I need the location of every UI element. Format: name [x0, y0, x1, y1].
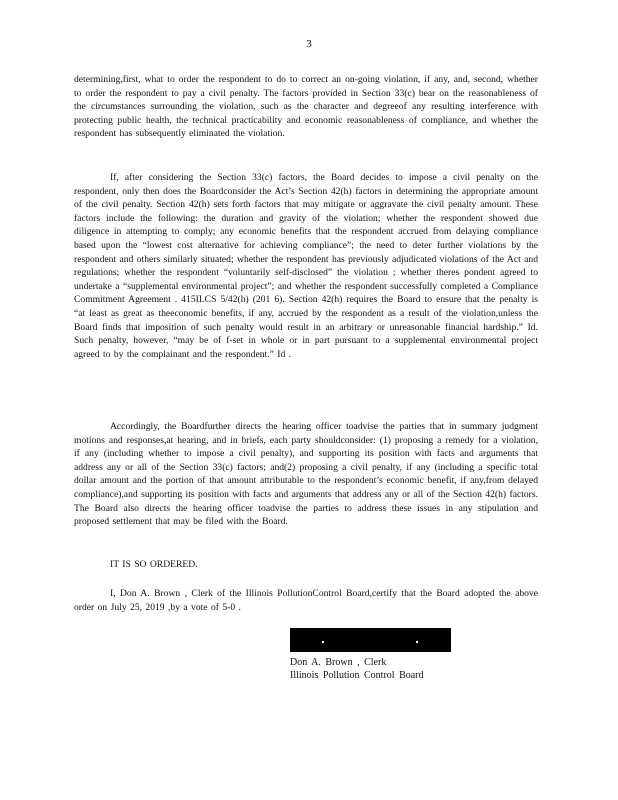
clerk-name: Don A. Brown , Clerk [290, 657, 387, 668]
signature-block [290, 628, 460, 682]
redaction-speck [322, 641, 324, 643]
paragraph-civil-penalty-factors: If, after considering the Section 33(c) factors, the Board decides to impose a civil penalty on the respondent, only then does the Boardconsider the Act’s Section 42(h) factors in determining the appropriate amount of the civil penalty. Section 42(h) sets forth factors that may mitigate or aggravate the civil penalty amount. These factors include the following: the duration and gravity of the violation; whether the respondent showed due diligence in attempting to comply; any economic benefits that the respondent accrued from delaying compliance based upon the “lowest cost alternative for achieving compliance”; the need to deter further violations by the respondent and others similarly situated; whether the respondent has previously adjudicated violations of the Act and regulations; whether the respondent “voluntarily self-disclosed” the violation ; whether theres pondent agreed to undertake a “supplemental environmental project”; and whether the respondent successfully completed a Compliance Commitment Agreement . 415ILCS 5/42(h) (201 6). Section 42(h) requires the Board to ensure that the penalty is “at least as great as theeconomic benefits, if any, accrued by the respondent as a result of the violation,unless the Board finds that imposition of such penalty would result in an arbitrary or unreasonable financial hardship.” Id. Such penalty, however, “may be of f-set in whole or in part pursuant to a supplemental environmental project agreed to by the complainant and the respondent.” Id . [74, 172, 538, 360]
order-statement: IT IS SO ORDERED. [110, 559, 198, 570]
clerk-certification: I, Don A. Brown , Clerk of the Illinois PollutionControl Board,certify that the Board adopted the above order on July 25, 2019 ,by a vote of 5-0 . [74, 588, 538, 613]
board-name: Illinois Pollution Control Board [290, 670, 424, 681]
page-number: 3 [306, 38, 312, 50]
redaction-speck [416, 641, 418, 643]
redacted-signature [290, 628, 451, 652]
paragraph-hearing-officer-directions: Accordingly, the Boardfurther directs the hearing officer toadvise the parties that in summary judgment motions and responses,at hearing, and in briefs, each party shouldconsider: (1) proposing a remedy for a violation, if any (including whether to impose a civil penalty), and supporting its position with facts and arguments that address any or all of the Section 33(c) factors; and(2) proposing a civil penalty, if any (including a specific total dollar amount and the portion of that amount attributable to the respondent’s economic benefit, if any,from delayed compliance),and supporting its position with facts and arguments that address any or all of the Section 42(h) factors. The Board also directs the hearing officer toadvise the parties to address these issues in any stipulation and proposed settlement that may be filed with the Board. [74, 421, 538, 528]
paragraph-determining-remedy: determining,first, what to order the respondent to do to correct an on-going violation, if any, and, second, whether to order the respondent to pay a civil penalty. The factors provided in Section 33(c) bear on the reasonableness of the circumstances surrounding the violation, such as the character and degreeof any resulting interference with protecting public health, the technical practicability and economic reasonableness of compliance, and whether the respondent has subsequently eliminated the violation. [74, 74, 538, 140]
